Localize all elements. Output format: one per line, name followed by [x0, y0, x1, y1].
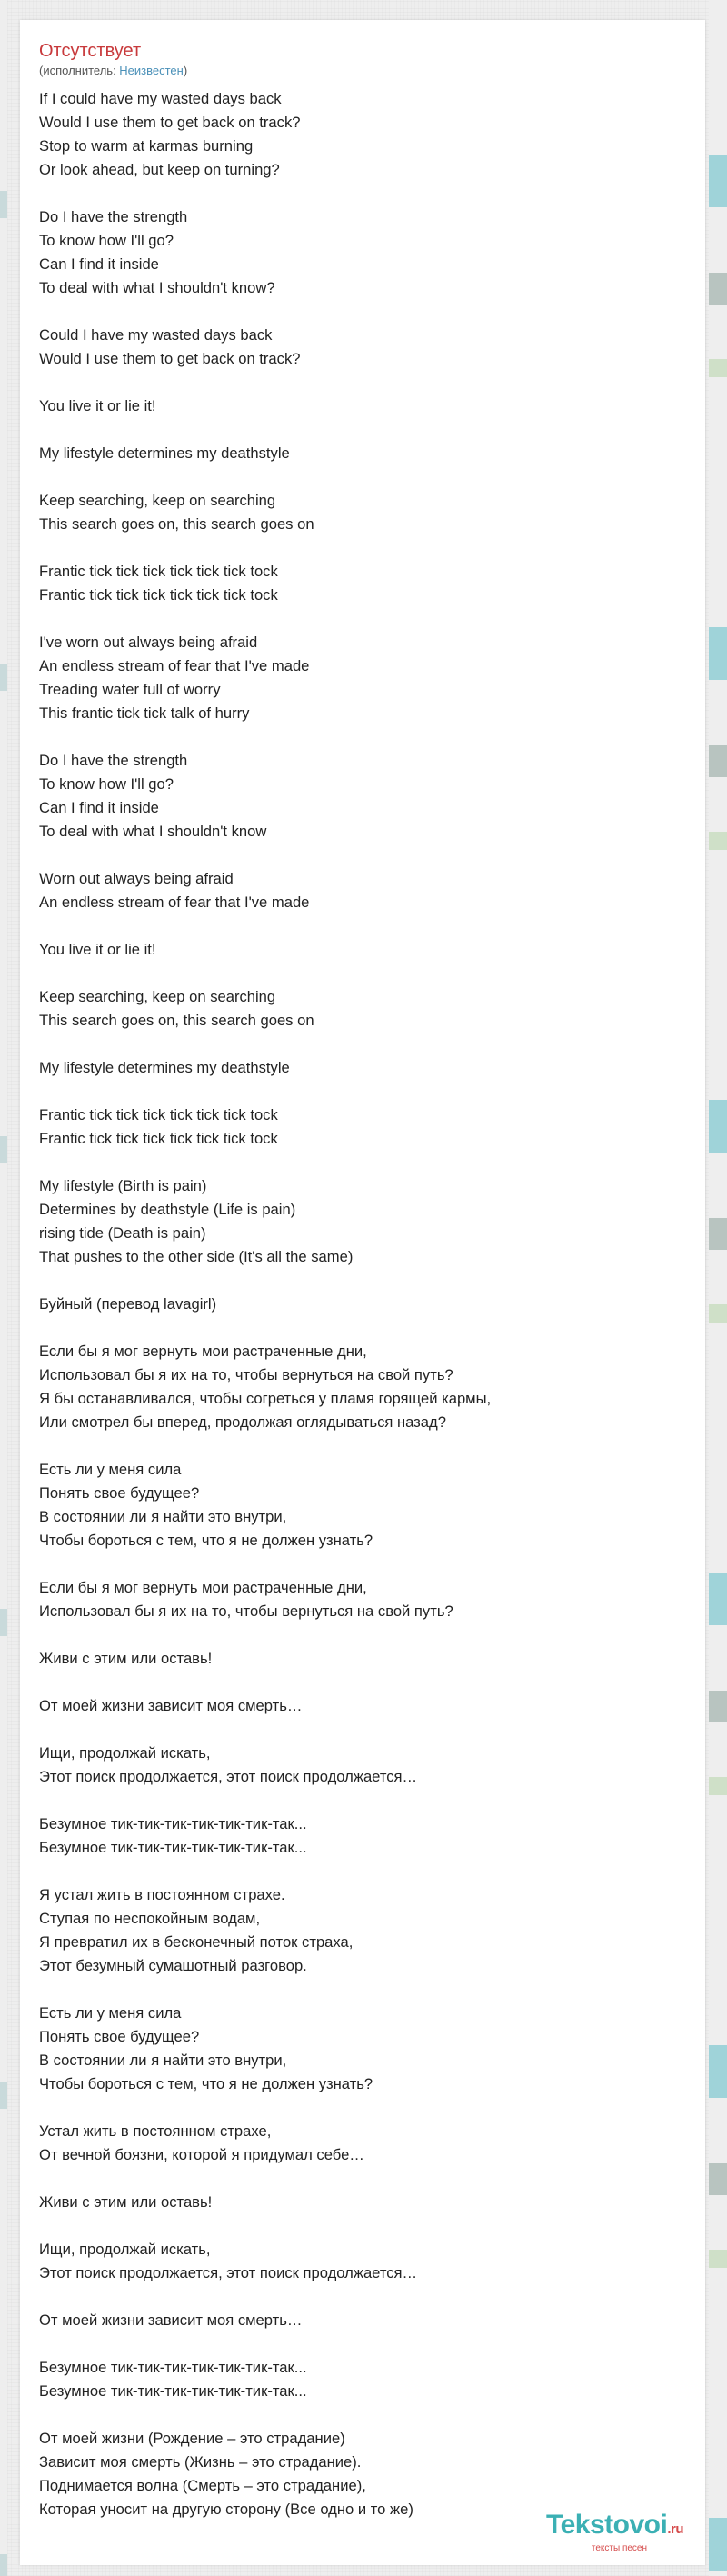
- lyric-line: Ищи, продолжай искать,: [39, 1744, 211, 1762]
- lyric-line: Would I use them to get back on track?: [39, 114, 301, 131]
- artist-prefix: (исполнитель:: [39, 64, 120, 77]
- lyric-line: Этот поиск продолжается, этот поиск продолжается…: [39, 2264, 418, 2281]
- stanza-gap: [39, 914, 705, 938]
- lyric-line: Do I have the strength: [39, 752, 188, 769]
- lyric-line: Безумное тик-тик-тик-тик-тик-тик-так...: [39, 2359, 307, 2376]
- artist-suffix: ): [183, 64, 188, 77]
- lyric-line: If I could have my wasted days back: [39, 90, 282, 107]
- lyric-line: Зависит моя смерть (Жизнь – это страдание).: [39, 2453, 362, 2471]
- stanza-gap: [39, 2167, 705, 2191]
- lyric-line: Can I find it inside: [39, 255, 159, 273]
- lyric-line: You live it or lie it!: [39, 941, 156, 958]
- stanza-gap: [39, 725, 705, 749]
- lyric-line: That pushes to the other side (It's all the same): [39, 1248, 354, 1265]
- logo-name: Tekstovoi: [546, 2510, 668, 2540]
- lyrics-card: [20, 20, 705, 2565]
- lyric-line: To know how I'll go?: [39, 232, 174, 249]
- artist-link[interactable]: Неизвестен: [119, 64, 184, 77]
- lyric-line: Ищи, продолжай искать,: [39, 2241, 211, 2258]
- lyric-line: Я превратил их в бесконечный поток страха,: [39, 1933, 354, 1951]
- stanza-gap: [39, 962, 705, 985]
- lyric-line: rising tide (Death is pain): [39, 1224, 206, 1242]
- lyric-line: Я устал жить в постоянном страхе.: [39, 1886, 285, 1903]
- lyric-line: Живи с этим или оставь!: [39, 2193, 213, 2211]
- lyric-line: This frantic tick tick talk of hurry: [39, 704, 250, 722]
- artist-line: [39, 64, 705, 78]
- logo-tld: .ru: [667, 2521, 683, 2537]
- lyric-line: От моей жизни зависит моя смерть…: [39, 1697, 303, 1714]
- lyric-line: To deal with what I shouldn't know: [39, 823, 267, 840]
- lyric-line: My lifestyle determines my deathstyle: [39, 1059, 290, 1076]
- lyric-line: This search goes on, this search goes on: [39, 1012, 314, 1029]
- stanza-gap: [39, 1978, 705, 2002]
- stanza-gap: [39, 2285, 705, 2309]
- lyric-line: Понять свое будущее?: [39, 1484, 200, 1502]
- lyric-line: Использовал бы я их на то, чтобы вернуться на свой путь?: [39, 1603, 453, 1620]
- lyric-line: An endless stream of fear that I've made: [39, 657, 310, 674]
- lyrics-text: [39, 87, 705, 2521]
- lyric-line: You live it or lie it!: [39, 397, 156, 414]
- lyric-line: Безумное тик-тик-тик-тик-тик-тик-так...: [39, 1839, 307, 1856]
- lyric-line: Treading water full of worry: [39, 681, 221, 698]
- site-logo[interactable]: [546, 2511, 683, 2554]
- lyric-line: Or look ahead, but keep on turning?: [39, 161, 280, 178]
- lyric-line: Безумное тик-тик-тик-тик-тик-тик-так...: [39, 2382, 307, 2400]
- stanza-gap: [39, 1860, 705, 1883]
- lyric-line: Этот поиск продолжается, этот поиск продолжается…: [39, 1768, 418, 1785]
- lyric-line: Can I find it inside: [39, 799, 159, 816]
- lyric-line: В состоянии ли я найти это внутри,: [39, 1508, 287, 1525]
- lyric-line: Stop to warm at karmas burning: [39, 137, 254, 155]
- lyric-line: От моей жизни (Рождение – это страдание): [39, 2430, 345, 2447]
- lyric-line: Frantic tick tick tick tick tick tick tock: [39, 563, 278, 580]
- logo-tagline: тексты песен: [591, 2543, 647, 2553]
- stanza-gap: [39, 844, 705, 867]
- lyric-line: An endless stream of fear that I've made: [39, 894, 310, 911]
- stanza-gap: [39, 536, 705, 560]
- stanza-gap: [39, 1269, 705, 1293]
- stanza-gap: [39, 300, 705, 324]
- stanza-gap: [39, 1033, 705, 1056]
- stanza-gap: [39, 1316, 705, 1340]
- lyric-line: Буйный (перевод lavagirl): [39, 1295, 217, 1313]
- lyric-line: Если бы я мог вернуть мои растраченные дни,: [39, 1343, 367, 1360]
- lyric-line: От вечной боязни, которой я придумал себе…: [39, 2146, 364, 2163]
- lyric-line: Do I have the strength: [39, 208, 188, 225]
- lyric-line: Frantic tick tick tick tick tick tick tock: [39, 1106, 278, 1123]
- stanza-gap: [39, 1789, 705, 1812]
- lyric-line: Живи с этим или оставь!: [39, 1650, 213, 1667]
- stanza-gap: [39, 1434, 705, 1458]
- lyric-line: Понять свое будущее?: [39, 2028, 200, 2045]
- lyric-line: Would I use them to get back on track?: [39, 350, 301, 367]
- lyric-line: This search goes on, this search goes on: [39, 515, 314, 533]
- lyric-line: My lifestyle (Birth is pain): [39, 1177, 207, 1194]
- lyric-line: Frantic tick tick tick tick tick tick tock: [39, 1130, 278, 1147]
- lyric-line: Если бы я мог вернуть мои растраченные дни,: [39, 1579, 367, 1596]
- lyric-line: To deal with what I shouldn't know?: [39, 279, 275, 296]
- stanza-gap: [39, 1671, 705, 1694]
- stanza-gap: [39, 2332, 705, 2356]
- logo-wordmark: [546, 2511, 683, 2543]
- lyric-line: Я бы останавливался, чтобы согреться у пламя горящей кармы,: [39, 1390, 492, 1407]
- stanza-gap: [39, 2096, 705, 2120]
- lyric-line: Или смотрел бы вперед, продолжая оглядываться назад?: [39, 1413, 446, 1431]
- lyric-line: Безумное тик-тик-тик-тик-тик-тик-так...: [39, 1815, 307, 1832]
- stanza-gap: [39, 182, 705, 205]
- lyric-line: Чтобы бороться с тем, что я не должен узнать?: [39, 2075, 373, 2092]
- stanza-gap: [39, 1151, 705, 1174]
- stanza-gap: [39, 371, 705, 394]
- lyric-line: Использовал бы я их на то, чтобы вернуться на свой путь?: [39, 1366, 453, 1383]
- lyric-line: Keep searching, keep on searching: [39, 492, 276, 509]
- lyric-line: Устал жить в постоянном страхе,: [39, 2122, 272, 2140]
- stanza-gap: [39, 1553, 705, 1576]
- lyric-line: Keep searching, keep on searching: [39, 988, 276, 1005]
- song-title: Отсутствует: [39, 41, 142, 61]
- lyric-line: To know how I'll go?: [39, 775, 174, 793]
- lyric-line: Could I have my wasted days back: [39, 326, 273, 344]
- lyric-line: Есть ли у меня сила: [39, 2004, 182, 2022]
- lyric-line: Есть ли у меня сила: [39, 1461, 182, 1478]
- lyric-line: В состоянии ли я найти это внутри,: [39, 2052, 287, 2069]
- stanza-gap: [39, 418, 705, 442]
- stanza-gap: [39, 2403, 705, 2427]
- stanza-gap: [39, 1623, 705, 1647]
- lyric-line: My lifestyle determines my deathstyle: [39, 444, 290, 462]
- lyric-line: Которая уносит на другую сторону (Все одно и то же): [39, 2501, 413, 2518]
- stanza-gap: [39, 1718, 705, 1742]
- lyric-line: Этот безумный сумашотный разговор.: [39, 1957, 307, 1974]
- lyric-line: Ступая по неспокойным водам,: [39, 1910, 261, 1927]
- right-decorative-stripes: [709, 0, 727, 2576]
- lyric-line: Worn out always being afraid: [39, 870, 234, 887]
- stanza-gap: [39, 1080, 705, 1103]
- lyric-line: Frantic tick tick tick tick tick tick tock: [39, 586, 278, 604]
- stanza-gap: [39, 607, 705, 631]
- lyric-line: Determines by deathstyle (Life is pain): [39, 1201, 296, 1218]
- lyric-line: От моей жизни зависит моя смерть…: [39, 2311, 303, 2329]
- lyric-line: I've worn out always being afraid: [39, 634, 258, 651]
- lyric-line: Поднимается волна (Смерть – это страдание),: [39, 2477, 366, 2494]
- stanza-gap: [39, 2214, 705, 2238]
- stanza-gap: [39, 465, 705, 489]
- lyric-line: Чтобы бороться с тем, что я не должен узнать?: [39, 1532, 373, 1549]
- left-decorative-stripes: [0, 0, 7, 2576]
